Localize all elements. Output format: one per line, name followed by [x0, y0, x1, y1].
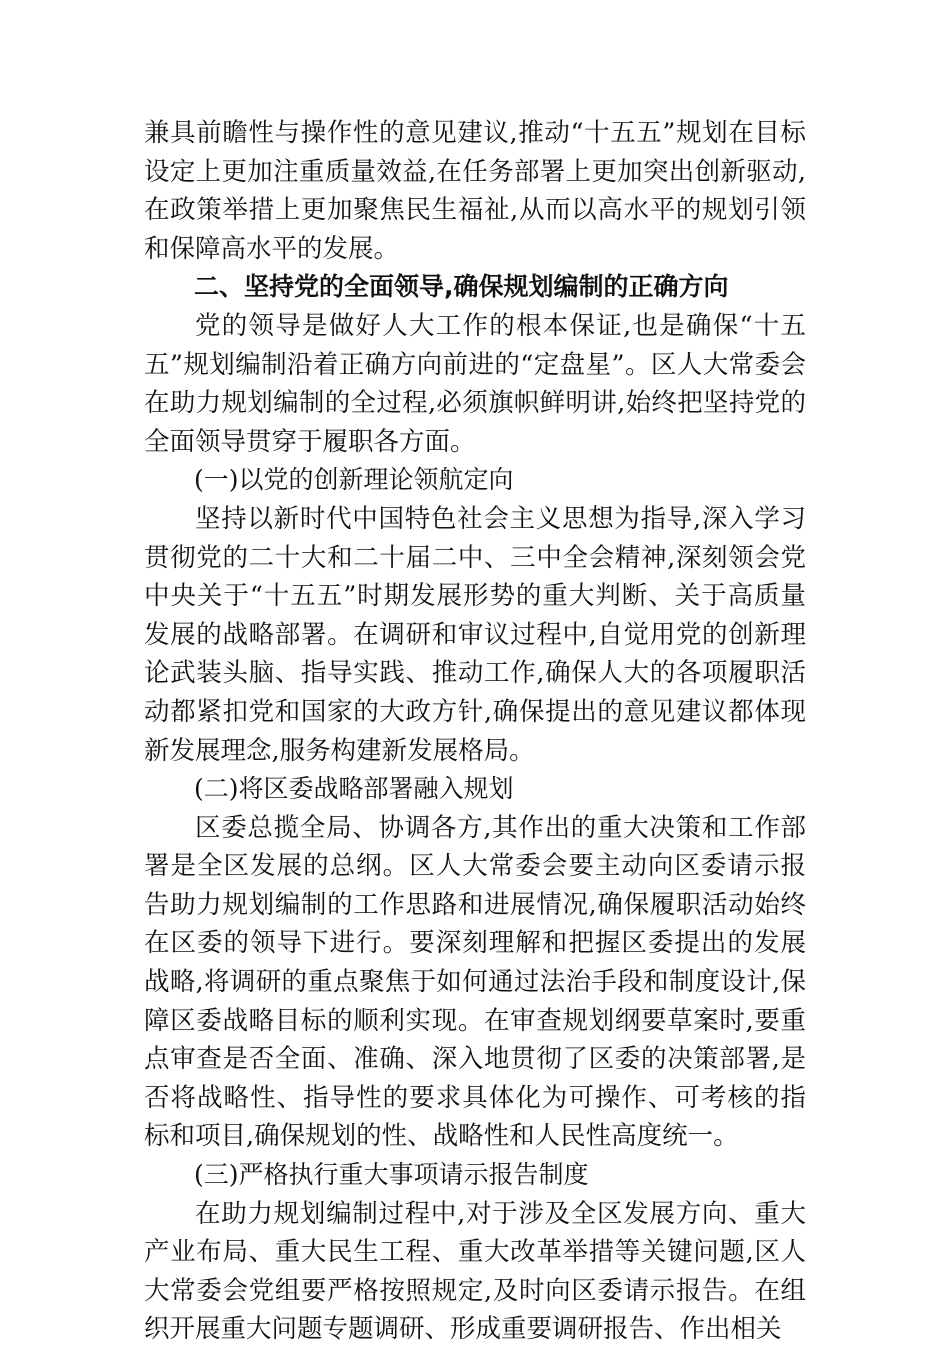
body-paragraph-continued: 兼具前瞻性与操作性的意见建议,推动“十五五”规划在目标设定上更加注重质量效益,在任务部署上更加突出创新驱动,在政策举措上更加聚焦民生福祉,从而以高水平的规划引领和保障高水平的发展。	[144, 118, 806, 264]
body-paragraph: 坚持以新时代中国特色社会主义思想为指导,深入学习贯彻党的二十大和二十届二中、三中全会精神,深刻领会党中央关于“十五五”时期发展形势的重大判断、关于高质量发展的战略部署。在调研和审议过程中,自觉用党的创新理论武装头脑、指导实践、推动工作,确保人大的各项履职活动都紧扣党和国家的大政方针,确保提出的意见建议都体现新发展理念,服务构建新发展格局。	[144, 503, 806, 766]
section-heading: 二、坚持党的全面领导,确保规划编制的正确方向	[194, 272, 729, 302]
body-paragraph: 党的领导是做好人大工作的根本保证,也是确保“十五五”规划编制沿着正确方向前进的“定盘星”。区人大常委会在助力规划编制的全过程,必须旗帜鲜明讲,始终把坚持党的全面领导贯穿于履职各方面。	[144, 310, 806, 457]
document-page	[144, 114, 806, 1349]
body-paragraph: 在助力规划编制过程中,对于涉及全区发展方向、重大产业布局、重大民生工程、重大改革举措等关键问题,区人大常委会党组要严格按照规定,及时向区委请示报告。在组织开展重大问题专题调研、形成重要调研报告、作出相关	[144, 1198, 806, 1345]
subsection-heading: (二)将区委战略部署融入规划	[194, 774, 514, 804]
subsection-heading: (一)以党的创新理论领航定向	[194, 465, 514, 495]
subsection-heading: (三)严格执行重大事项请示报告制度	[194, 1160, 589, 1190]
body-paragraph: 区委总揽全局、协调各方,其作出的重大决策和工作部署是全区发展的总纲。区人大常委会要主动向区委请示报告助力规划编制的工作思路和进展情况,确保履职活动始终在区委的领导下进行。要深刻理解和把握区委提出的发展战略,将调研的重点聚焦于如何通过法治手段和制度设计,保障区委战略目标的顺利实现。在审查规划纲要草案时,要重点审查是否全面、准确、深入地贯彻了区委的决策部署,是否将战略性、指导性的要求具体化为可操作、可考核的指标和项目,确保规划的性、战略性和人民性高度统一。	[144, 812, 806, 1152]
